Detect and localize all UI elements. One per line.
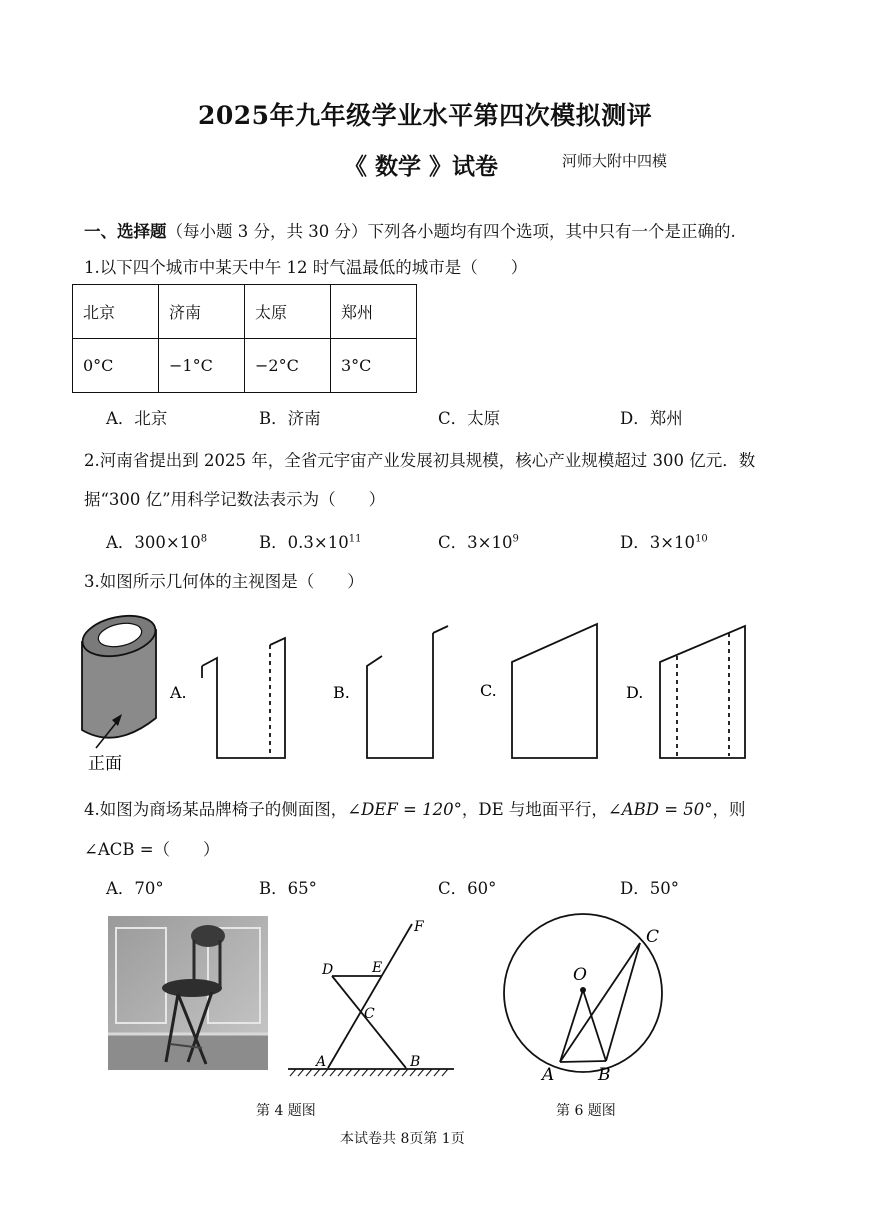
option-label: D． <box>620 533 650 552</box>
point-o-label: O <box>573 965 587 985</box>
table-cell: −1°C <box>159 339 245 393</box>
q1-option-d[interactable]: D．郑州 <box>620 409 683 428</box>
q2-option-d[interactable] <box>620 529 708 553</box>
table-row <box>73 339 417 393</box>
figure-4-caption: 第 4 题图 <box>256 1103 316 1119</box>
q2-option-c[interactable] <box>438 529 519 553</box>
q6-diagram <box>494 906 684 1092</box>
question-4-line-1 <box>84 796 746 820</box>
q3-option-d-figure[interactable] <box>660 626 745 758</box>
table-cell: 3°C <box>331 339 417 393</box>
q4-text-2: ，DE 与地面平行， <box>461 800 608 819</box>
point-c-label: C <box>364 1006 375 1022</box>
q3-option-d-letter[interactable]: D. <box>626 683 644 702</box>
radius-ob <box>583 990 606 1061</box>
page-footer: 本试卷共 8页第 1页 <box>340 1131 465 1147</box>
q1-option-b[interactable]: B．济南 <box>259 409 321 428</box>
front-label: 正面 <box>88 754 122 774</box>
line-db <box>332 976 406 1068</box>
table-cell: 济南 <box>159 285 245 339</box>
q4-option-d[interactable]: D．50° <box>620 879 679 898</box>
option-label: A． <box>106 533 135 552</box>
point-a-label: A <box>316 1054 327 1070</box>
subject-title: 《 数学 》试卷 <box>344 153 499 180</box>
ground-hatch <box>290 1069 448 1076</box>
q3-option-a-figure[interactable] <box>202 638 285 758</box>
q2-option-a[interactable] <box>106 529 207 553</box>
q3-option-a-letter[interactable]: A. <box>170 683 187 702</box>
option-value: 0.3×10 <box>287 533 349 552</box>
section-instruction <box>84 218 736 242</box>
q4-option-a[interactable]: A．70° <box>106 879 164 898</box>
table-cell: −2°C <box>245 339 331 393</box>
figure-6-caption: 第 6 题图 <box>556 1103 616 1119</box>
section-rule: （每小题 3 分，共 30 分）下列各小题均有四个选项，其中只有一个是正确的. <box>166 222 736 241</box>
q3-option-c-figure[interactable] <box>512 624 597 758</box>
table-row <box>73 285 417 339</box>
chord-ab <box>560 1061 606 1062</box>
q3-option-b-letter[interactable]: B. <box>333 683 350 702</box>
q4-option-c[interactable]: C．60° <box>438 879 497 898</box>
question-3-text: 3.如图所示几何体的主视图是（ ） <box>84 572 364 591</box>
point-e-label: E <box>372 960 383 976</box>
q1-option-a[interactable]: A．北京 <box>106 409 168 428</box>
option-label: B． <box>259 533 288 552</box>
q4-text-3: ，则 <box>712 800 746 819</box>
table-cell: 0°C <box>73 339 159 393</box>
angle-def: ∠DEF = 120° <box>347 800 462 819</box>
table-cell: 太原 <box>245 285 331 339</box>
option-value: 3×10 <box>467 533 513 552</box>
q3-option-c-letter[interactable]: C. <box>480 681 497 700</box>
point-b-label: B <box>410 1054 421 1070</box>
chord-bc <box>606 943 640 1061</box>
q4-text-1: 4.如图为商场某品牌椅子的侧面图， <box>84 800 348 819</box>
q4-option-b[interactable]: B．65° <box>259 879 317 898</box>
q2-option-b[interactable] <box>259 529 361 553</box>
table-cell: 郑州 <box>331 285 417 339</box>
q3-figures <box>0 600 870 790</box>
q1-option-c[interactable]: C．太原 <box>438 409 501 428</box>
question-2-line-2: 据“300 亿”用科学记数法表示为（ ） <box>84 490 386 509</box>
point-c-label: C <box>646 927 660 947</box>
section-heading: 一、选择题 <box>84 222 167 241</box>
angle-abd: ∠ABD = 50° <box>607 800 713 819</box>
question-2-line-1: 2.河南省提出到 2025 年，全省元宇宙产业发展初具规模，核心产业规模超过 300 亿元．数 <box>84 451 756 470</box>
chair-photo <box>108 916 268 1070</box>
exponent: 10 <box>695 533 708 545</box>
option-label: C． <box>438 533 468 552</box>
school-note: 河师大附中四模 <box>562 152 668 170</box>
line-af <box>328 924 412 1068</box>
temperature-table <box>72 284 417 393</box>
q3-option-b-figure[interactable] <box>367 626 448 758</box>
exponent: 11 <box>348 533 362 545</box>
center-point <box>580 987 586 993</box>
point-a-label: A <box>542 1065 555 1085</box>
point-f-label: F <box>414 919 424 935</box>
question-4-line-2: ∠ACB =（ ） <box>84 840 220 859</box>
option-value: 300×10 <box>134 533 201 552</box>
q4-diagram <box>284 916 464 1081</box>
option-value: 3×10 <box>649 533 696 552</box>
page-title: 2025年九年级学业水平第四次模拟测评 <box>198 101 653 130</box>
radius-oa <box>560 990 583 1062</box>
exponent: 9 <box>512 533 519 545</box>
point-b-label: B <box>598 1065 611 1085</box>
point-d-label: D <box>322 962 334 978</box>
question-1-text: 1.以下四个城市中某天中午 12 时气温最低的城市是（ ） <box>84 258 528 277</box>
table-cell: 北京 <box>73 285 159 339</box>
exponent: 8 <box>200 533 208 545</box>
cylinder-solid <box>79 610 159 748</box>
